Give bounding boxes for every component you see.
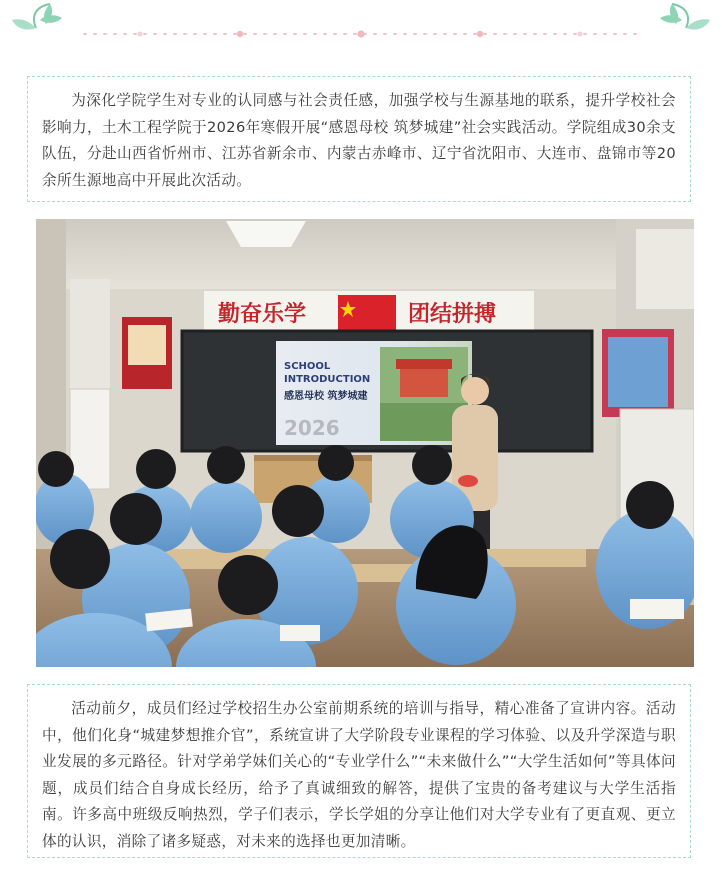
intro-paragraph: 为深化学院学生对专业的认同感与社会责任感，加强学校与生源基地的联系，提升学校社会影响力，土木工程学院于2026年寒假开展“感恩母校 筑梦城建”社会实践活动。学院组成30余支队伍，分赴山西省忻州市、江苏省新余市、内蒙古赤峰市、辽宁省沈阳市、大连市、盘锦市等20余所生源地高中开展此次活动。 bbox=[42, 92, 676, 189]
slide-title-line1: SCHOOL bbox=[284, 361, 331, 372]
classroom-photo bbox=[36, 219, 694, 667]
dotted-line bbox=[84, 30, 640, 37]
leaf-left-icon bbox=[12, 4, 62, 30]
banner-left-text: 勤奋乐学 bbox=[218, 302, 307, 327]
flag-icon bbox=[338, 295, 396, 333]
slide-year: 2026 bbox=[284, 416, 340, 440]
slide-title-line2: INTRODUCTION bbox=[284, 374, 371, 385]
activity-paragraph: 活动前夕，成员们经过学校招生办公室前期系统的培训与指导，精心准备了宣讲内容。活动中，他们化身“城建梦想推介官”，系统宣讲了大学阶段专业课程的学习体验、以及升学深造与职业发展的多元路径。针对学弟学妹们关心的“专业学什么”“未来做什么”“大学生活如何”等具体问题，成员们结合自身成长经历，给予了真诚细致的解答，提供了宝贵的备考建议与大学生活指南。许多高中班级反响热烈，学子们表示，学长学姐的分享让他们对大学专业有了更直观、更立体的认识，消除了诸多疑惑，对未来的选择也更加清晰。 bbox=[42, 700, 676, 850]
intro-text-box bbox=[27, 76, 691, 202]
leaf-right-icon bbox=[660, 4, 710, 30]
activity-text-box bbox=[27, 684, 691, 858]
banner-right-text: 团结拼搏 bbox=[408, 302, 497, 327]
slide-subtitle: 感恩母校 筑梦城建 bbox=[284, 391, 368, 402]
header-decoration bbox=[0, 0, 722, 60]
